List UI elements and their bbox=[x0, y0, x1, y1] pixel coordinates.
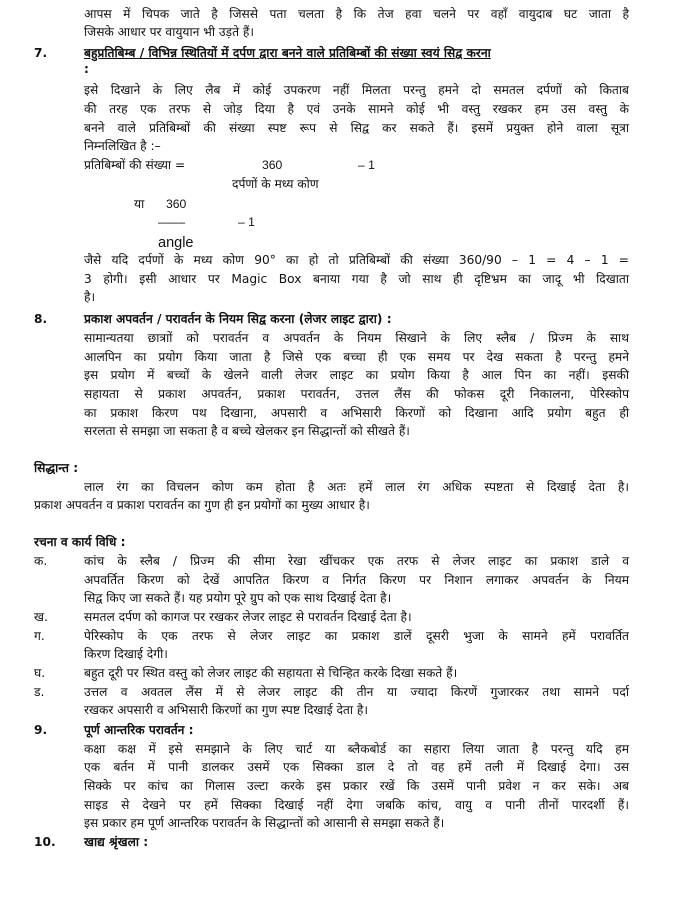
section-10-number: 10. bbox=[34, 835, 56, 849]
section-9-number: 9. bbox=[34, 723, 48, 737]
formula-minus-one: – 1 bbox=[358, 158, 375, 172]
method-item-label: क. bbox=[34, 554, 48, 568]
method-item-line: उत्तल व अवतल लैंस में से लेजर लाइट की तीन या ज्यादा किरणें गुजारकर तथा सामने पर्दा bbox=[84, 685, 629, 699]
section-8-body-line: सामान्यतया छात्राों को परावर्तन व अपवर्तन के नियम सिखाने के लिए स्लैब / प्रिज्म के साथ bbox=[84, 331, 629, 345]
method-item-label: ग. bbox=[34, 629, 45, 643]
section-7-body-line: इसे दिखाने के लिए लैब में कोई उपकरण नहीं मिलता परन्तु हमने दो समतल दर्पणों को किताब bbox=[84, 83, 629, 97]
principle-heading: सिद्धान्त : bbox=[34, 461, 79, 475]
method-item-line: कांच के स्लैब / प्रिज्म की सीमा रेखा खींचकर एक तरफ से लेजर लाइट का प्रकाश डाले व bbox=[84, 554, 629, 568]
section-8-body-line: सरलता से समझा जा सकता है व बच्चे खेलकर इन सिद्धान्तों को सीखते हैं। bbox=[84, 424, 410, 438]
section-8-body-line: सहायता से प्रकाश अपवर्तन, प्रकाश परावर्तन, उत्तल लैंस की फोकस दूरी निकालना, पेरिस्कोप bbox=[84, 387, 629, 401]
section-7-body-line: की तरह एक तरफ से जोड़ दिया है एवं उनके सामने कोई भी वस्तु रखकर हम उस वस्तु के bbox=[84, 102, 629, 116]
method-item-line: किरण दिखाई देगी। bbox=[84, 647, 168, 661]
intro-line: जिसके आधार पर वायुयान भी उड़ते हैं। bbox=[84, 25, 254, 39]
section-7-body-line: निम्नलिखित है :– bbox=[84, 139, 161, 153]
section-9-body-line: साइड से देखने पर हमें सिक्का दिखाई नहीं देगा जबकि कांच, वायु व पानी तीनों पारदर्शी हैं। bbox=[84, 798, 629, 812]
section-7-colon: : bbox=[84, 62, 89, 76]
method-item-line: समतल दर्पण को कागज पर रखकर लेजर लाइट से परावर्तन दिखाई देता है। bbox=[84, 610, 412, 624]
method-item-label: ख. bbox=[34, 610, 48, 624]
principle-line: लाल रंग का विचलन कोण कम होता है अतः हमें लाल रंग अधिक स्पष्टता से दिखाई देता है। bbox=[84, 480, 629, 494]
section-7-example-line: 3 होगी। इसी आधार पर Magic Box बनाया गया है जो साथ ही दृष्टिभ्रम का जादू भी दिखाता bbox=[84, 272, 629, 286]
method-item-line: बहुत दूरी पर स्थित वस्तु को लेजर लाइट की सहायता से चिन्हित करके दिखा सकते हैं। bbox=[84, 666, 458, 680]
section-7-example-line: जैसे यदि दर्पणों के मध्य कोण 90° का हो तो प्रतिबिम्बों की संख्या 360/90 – 1 = 4 – 1 = bbox=[84, 253, 629, 267]
section-7-number: 7. bbox=[34, 46, 48, 60]
formula-denominator: दर्पणों के मध्य कोण bbox=[232, 177, 319, 191]
method-heading: रचना व कार्य विधि : bbox=[34, 535, 126, 549]
formula-fraction-bar: –––– bbox=[158, 215, 186, 229]
section-8-body-line: आलपिन का प्रयोग किया जाता है जिसे एक बच्चा ही एक समय पर देख सकता है परन्तु हमने bbox=[84, 350, 629, 364]
formula-or: या bbox=[134, 197, 145, 211]
section-9-body-line: एक बर्तन में पानी डालकर उसमें एक सिक्का डाल दे तो वह हमें तली में दिखाई देगा। उस bbox=[84, 760, 629, 774]
section-7-title: बहुप्रतिबिम्ब / विभिन्न स्थितियों में दर्पण द्वारा बनने वाले प्रतिबिम्बों की संख्या स्वयं सिद्व करना bbox=[84, 46, 491, 60]
formula-angle-word: angle bbox=[158, 235, 194, 251]
method-item-line: पेरिस्कोप के एक तरफ से लेजर लाइट का प्रकाश डालें दूसरी भुजा के सामने हमें परावर्तित bbox=[84, 629, 629, 643]
section-9-body-line: इस प्रकार हम पूर्ण आन्तरिक परावर्तन के सिद्धान्तों को आसानी से समझा सकते हैं। bbox=[84, 816, 445, 830]
section-10-title: खाद्य श्रृंखला : bbox=[84, 835, 149, 849]
intro-line: आपस में चिपक जाते है जिससे पता चलता है कि तेज हवा चलने पर वहाँ वायुदाब घट जाता है bbox=[84, 7, 629, 21]
section-8-number: 8. bbox=[34, 312, 48, 326]
method-item-line: अपवर्तित किरण को देखें आपतित किरण व निर्गत किरण पर निशान लगाकर अपवर्तन के नियम bbox=[84, 573, 629, 587]
section-8-body-line: इस प्रयोग में बच्चों के खेलने वाली लेजर लाइट का प्रयोग किया है आल पिन का नहीं। इसकी bbox=[84, 368, 629, 382]
section-8-body-line: का प्रकाश किरण पथ दिखाना, अपसारी व अभिसारी किरणों को दिखाना आदि प्रयोग बहुत ही bbox=[84, 406, 629, 420]
section-9-title: पूर्ण आन्तरिक परावर्तन : bbox=[84, 723, 194, 737]
method-item-line: रखकर अपसारी व अभिसारी किरणों का गुण स्पष्ट दिखाई देता है। bbox=[84, 703, 369, 717]
section-9-body-line: सिक्के पर कांच का गिलास उल्टा करके इस प्रकार रखें कि उसमें पानी प्रवेश न कर सके। अब bbox=[84, 779, 629, 793]
section-9-body-line: कक्षा कक्ष में इसे समझाने के लिए चार्ट या ब्लैकबोर्ड का सहारा लिया जाता है परन्तु यदि हम bbox=[84, 742, 629, 756]
formula-numerator: 360 bbox=[262, 158, 283, 172]
formula-minus-one-alt: – 1 bbox=[238, 215, 255, 229]
method-item-label: ड. bbox=[34, 685, 45, 699]
formula-numerator-alt: 360 bbox=[166, 197, 187, 211]
principle-line: प्रकाश अपवर्तन व प्रकाश परावर्तन का गुण ही इन प्रयोगों का मुख्य आधार है। bbox=[34, 498, 370, 512]
section-7-example-line: है। bbox=[84, 290, 96, 304]
method-item-line: सिद्व किए जा सकते हैं। यह प्रयोग पूरे ग्रुप को एक साथ दिखाई देता है। bbox=[84, 591, 392, 605]
method-item-label: घ. bbox=[34, 666, 46, 680]
formula-label: प्रतिबिम्बों की संख्या = bbox=[84, 158, 186, 172]
section-7-body-line: बनने वाले प्रतिबिम्बों की संख्या स्पष्ट रूप से सिद्व कर सकते हैं। इसमें प्रयुक्त होने वाला सूत्रा bbox=[84, 121, 629, 135]
section-8-title: प्रकाश अपवर्तन / परावर्तन के नियम सिद्व करना (लेजर लाइट द्वारा) : bbox=[84, 312, 392, 326]
